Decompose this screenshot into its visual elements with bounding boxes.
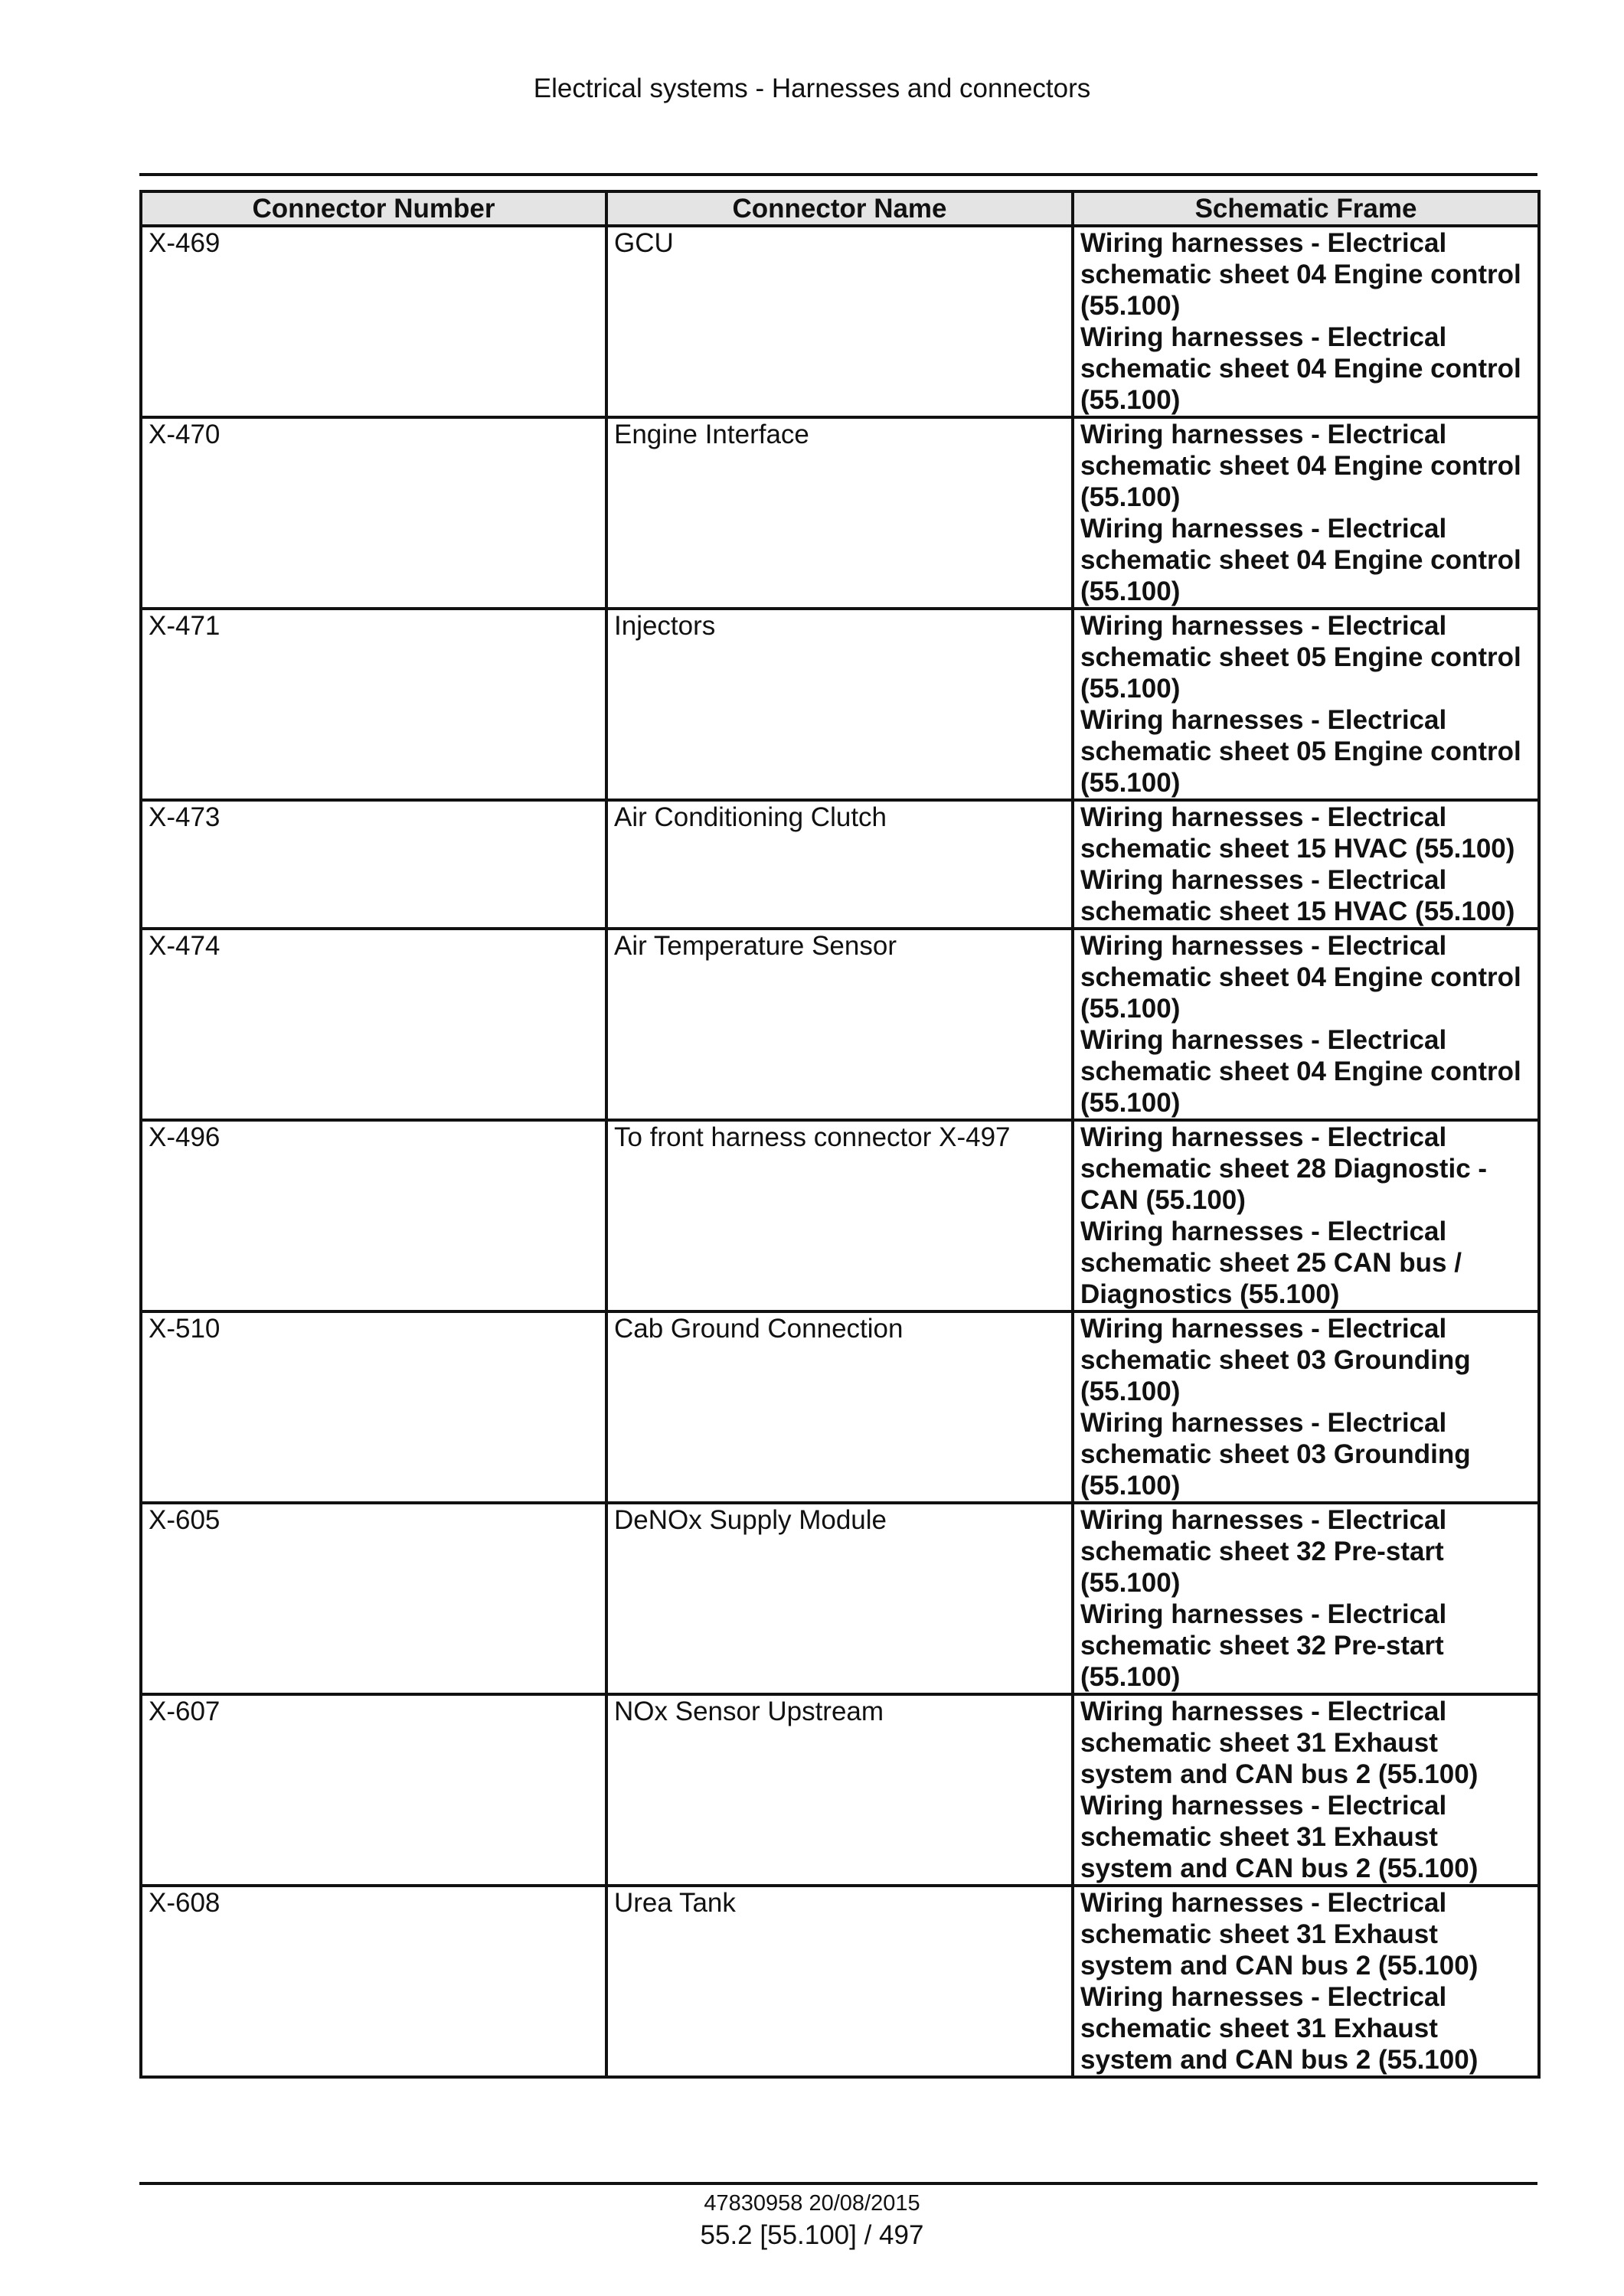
connector-name: Urea Tank [606,1886,1073,2077]
schematic-frame-link[interactable]: Wiring harnesses - Electrical schematic sheet 31 Exhaust system and CAN bus 2 (55.100) [1080,1888,1479,1981]
schematic-frame-cell [1073,1694,1539,1886]
schematic-frame-link[interactable]: Wiring harnesses - Electrical schematic sheet 15 HVAC (55.100) [1080,802,1515,864]
schematic-frame-link[interactable]: Wiring harnesses - Electrical schematic sheet 03 Grounding (55.100) [1080,1314,1471,1406]
connector-name: NOx Sensor Upstream [606,1694,1073,1886]
connector-name: GCU [606,226,1073,417]
schematic-frame-cell [1073,1311,1539,1503]
document-reference: 47830958 20/08/2015 [704,2191,920,2216]
column-header-connector-number: Connector Number [141,191,606,226]
table-row [141,800,1539,929]
schematic-frame-link[interactable]: Wiring harnesses - Electrical schematic sheet 04 Engine control (55.100) [1080,228,1521,321]
connector-number: X-471 [141,609,606,800]
schematic-frame-cell [1073,929,1539,1120]
connector-name: Engine Interface [606,417,1073,609]
table-row [141,1311,1539,1503]
schematic-frame-link[interactable]: Wiring harnesses - Electrical schematic sheet 05 Engine control (55.100) [1080,705,1521,798]
schematic-frame-link[interactable]: Wiring harnesses - Electrical schematic sheet 31 Exhaust system and CAN bus 2 (55.100) [1080,1982,1479,2075]
table-row [141,609,1539,800]
schematic-frame-link[interactable]: Wiring harnesses - Electrical schematic sheet 31 Exhaust system and CAN bus 2 (55.100) [1080,1791,1479,1883]
connector-number: X-608 [141,1886,606,2077]
schematic-frame-link[interactable]: Wiring harnesses - Electrical schematic sheet 04 Engine control (55.100) [1080,931,1521,1024]
schematic-frame-link[interactable]: Wiring harnesses - Electrical schematic sheet 28 Diagnostic - CAN (55.100) [1080,1122,1488,1215]
connector-number: X-470 [141,417,606,609]
schematic-frame-link[interactable]: Wiring harnesses - Electrical schematic sheet 04 Engine control (55.100) [1080,420,1521,512]
table-row [141,1886,1539,2077]
footer-divider [139,2182,1537,2185]
table-row [141,1120,1539,1311]
connector-name: To front harness connector X-497 [606,1120,1073,1311]
table-row [141,929,1539,1120]
schematic-frame-cell [1073,1120,1539,1311]
connector-number: X-473 [141,800,606,929]
table-row [141,417,1539,609]
schematic-frame-link[interactable]: Wiring harnesses - Electrical schematic sheet 32 Pre-start (55.100) [1080,1505,1447,1598]
connector-number: X-510 [141,1311,606,1503]
table-row [141,1694,1539,1886]
schematic-frame-link[interactable]: Wiring harnesses - Electrical schematic sheet 32 Pre-start (55.100) [1080,1599,1447,1692]
connector-name: Air Conditioning Clutch [606,800,1073,929]
column-header-schematic-frame: Schematic Frame [1073,191,1539,226]
connector-number: X-605 [141,1503,606,1694]
connector-table [139,190,1541,2079]
page-header: Electrical systems - Harnesses and connectors [533,73,1091,103]
schematic-frame-cell [1073,1503,1539,1694]
connector-number: X-496 [141,1120,606,1311]
schematic-frame-link[interactable]: Wiring harnesses - Electrical schematic sheet 25 CAN bus / Diagnostics (55.100) [1080,1217,1462,1309]
table-row [141,226,1539,417]
connector-name: Cab Ground Connection [606,1311,1073,1503]
connector-name: DeNOx Supply Module [606,1503,1073,1694]
column-header-connector-name: Connector Name [606,191,1073,226]
connector-number: X-474 [141,929,606,1120]
schematic-frame-cell [1073,417,1539,609]
schematic-frame-link[interactable]: Wiring harnesses - Electrical schematic sheet 03 Grounding (55.100) [1080,1408,1471,1501]
schematic-frame-link[interactable]: Wiring harnesses - Electrical schematic sheet 04 Engine control (55.100) [1080,514,1521,606]
page-number: 55.2 [55.100] / 497 [700,2220,924,2250]
schematic-frame-cell [1073,800,1539,929]
schematic-frame-link[interactable]: Wiring harnesses - Electrical schematic sheet 15 HVAC (55.100) [1080,865,1515,926]
connector-number: X-607 [141,1694,606,1886]
table-header-row [141,191,1539,226]
table-row [141,1503,1539,1694]
schematic-frame-cell [1073,226,1539,417]
schematic-frame-link[interactable]: Wiring harnesses - Electrical schematic sheet 04 Engine control (55.100) [1080,1025,1521,1118]
connector-name: Injectors [606,609,1073,800]
schematic-frame-link[interactable]: Wiring harnesses - Electrical schematic sheet 31 Exhaust system and CAN bus 2 (55.100) [1080,1697,1479,1789]
schematic-frame-link[interactable]: Wiring harnesses - Electrical schematic sheet 04 Engine control (55.100) [1080,322,1521,415]
connector-number: X-469 [141,226,606,417]
schematic-frame-cell [1073,609,1539,800]
schematic-frame-link[interactable]: Wiring harnesses - Electrical schematic sheet 05 Engine control (55.100) [1080,611,1521,704]
schematic-frame-cell [1073,1886,1539,2077]
header-divider [139,173,1537,176]
connector-name: Air Temperature Sensor [606,929,1073,1120]
